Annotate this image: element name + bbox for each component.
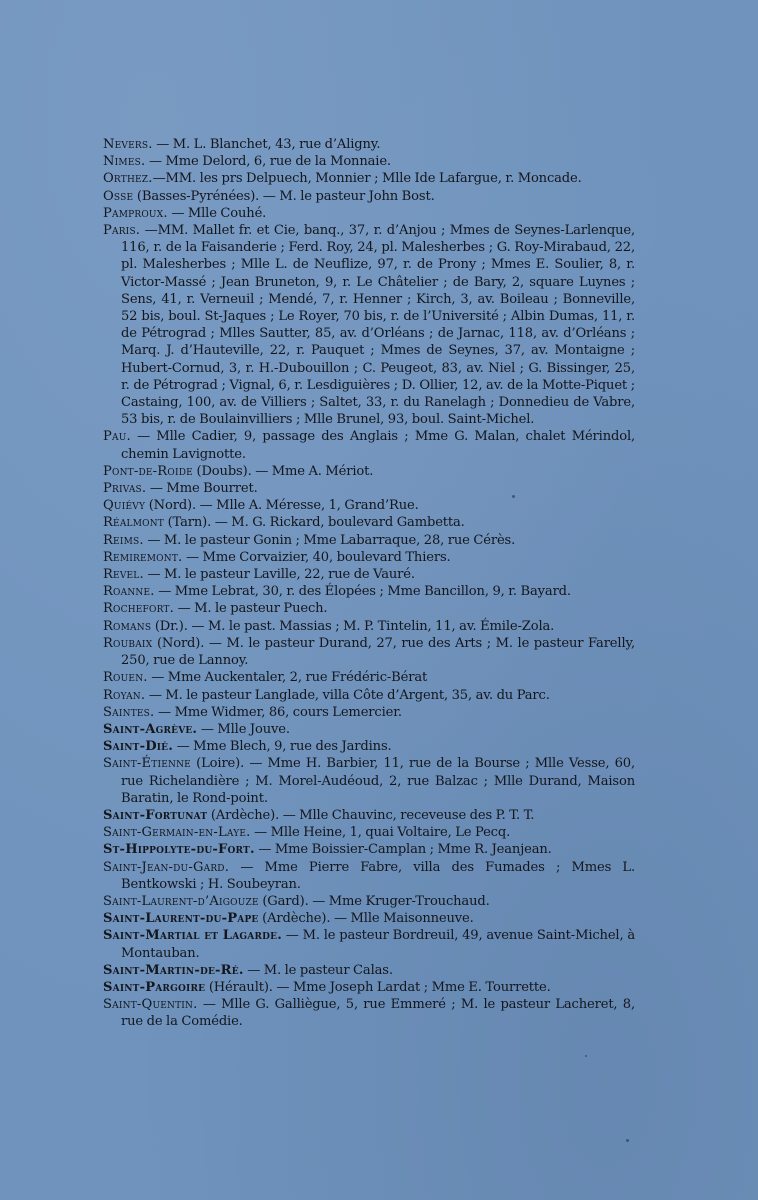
- list-item: [103, 669, 635, 686]
- paper-speck: [585, 1055, 587, 1057]
- entry-text: — M. le pasteur Puech.: [173, 601, 328, 617]
- entry-text: —MM. Mallet fr. et Cie, banq., 37, r. d’Anjou ; Mmes de Seynes-Larlenque, 116, r. de la Faisanderie ; Ferd. Roy, 24, pl. Malesherbes ; G. Roy-Mirabaud, 22, pl. Malesherbes ; Mlle L. de Neuflize, 97, r. de Prony ; Mmes E. Soulier, 8, r. Victor-Massé ; Jean Bruneton, 9, r. Le Châtelier ; de Bary, 2, square Luynes ; Sens, 41, r. Verneuil ; Mendé, 7, r. Henner ; Kirch, 3, av. Boileau ; Bonneville, 52 bis, boul. St-Jaques ; Le Royer, 70 bis, r. de l’Université ; Albin Dumas, 11, r. de Pétrograd ; Mlles Sautter, 85, av. d’Orléans ; de Jarnac, 118, av. d’Orléans ; Marq. J. d’Hauteville, 22, r. Pauquet ; Mmes de Seynes, 37, av. Montaigne ; Hubert-Cornud, 3, r. H.-Dubouillon ; C. Peugeot, 83, av. Niel ; G. Bissinger, 25, r. de Pétrograd ; Vignal, 6, r. Lesdiguières ; D. Ollier, 12, av. de la Motte-Piquet ; Castaing, 100, av. de Villiers ; Saltet, 33, r. du Ranelagh ; Donnedieu de Vabre, 53 bis, r. de Boulainvilliers ; Mlle Brunel, 93, boul. Saint-Michel.: [121, 223, 635, 428]
- entry-text: (Nord). — M. le pasteur Durand, 27, rue des Arts ; M. le pasteur Farelly, 250, rue de Lannoy.: [121, 635, 635, 669]
- list-item: [103, 704, 635, 721]
- entry-text: — M. le pasteur Langlade, villa Côte d’Argent, 35, av. du Parc.: [145, 687, 550, 703]
- list-item: [103, 910, 635, 927]
- place-name: Reims.: [103, 532, 144, 548]
- entry-text: — Mlle G. Galliègue, 5, rue Emmeré ; M. le pasteur Lacheret, 8, rue de la Comédie.: [121, 997, 635, 1030]
- list-item: [103, 721, 635, 738]
- list-item: [103, 755, 635, 807]
- list-item: [103, 687, 635, 704]
- paper-speck: [626, 1139, 629, 1142]
- place-name: Roubaix: [103, 635, 153, 651]
- list-item: [103, 635, 635, 669]
- entry-text: (Loire). — Mme H. Barbier, 11, rue de la Bourse ; Mlle Vesse, 60, rue Richelandière ; M. Morel-Audéoud, 2, rue Balzac ; Mlle Durand, Maison Baratin, le Rond-point.: [121, 756, 635, 806]
- entry-text: (Basses-Pyrénées). — M. le pasteur John Bost.: [133, 188, 435, 204]
- place-name: Osse: [103, 188, 134, 204]
- list-item: [103, 153, 635, 170]
- entry-text: — Mlle Couhé.: [167, 205, 267, 221]
- entry-text: (Gard). — Mme Kruger-Trouchaud.: [258, 893, 490, 909]
- entry-text: — Mme Pierre Fabre, villa des Fumades ; Mmes L. Bentkowski ; H. Soubeyran.: [121, 859, 635, 892]
- place-name: Orthez.: [103, 171, 153, 187]
- place-name: Nimes.: [103, 154, 146, 170]
- place-name: Saint-Martial et Lagarde.: [103, 928, 282, 944]
- entry-text: — Mlle Jouve.: [197, 721, 290, 737]
- place-name: Quiévy: [103, 498, 146, 514]
- place-name: Saint-Laurent-d’Aigouze: [103, 893, 259, 909]
- entry-text: (Dr.). — M. le past. Massias ; M. P. Tintelin, 11, av. Émile-Zola.: [151, 618, 555, 634]
- list-item: [103, 979, 635, 996]
- place-name: Saint-Jean-du-Gard.: [103, 859, 230, 875]
- place-name: Saint-Germain-en-Laye.: [103, 825, 251, 841]
- place-name: Saint-Dié.: [103, 739, 173, 755]
- place-name: Pamproux.: [103, 205, 168, 221]
- list-item: [103, 927, 635, 961]
- place-name: Saint-Étienne: [103, 756, 191, 772]
- list-item: [103, 738, 635, 755]
- entry-text: — M. le pasteur Gonin ; Mme Labarraque, 28, rue Cérès.: [143, 532, 516, 548]
- entry-text: — M. le pasteur Calas.: [243, 962, 393, 978]
- list-item: [103, 532, 635, 549]
- entry-text: — Mme Lebrat, 30, r. des Élopées ; Mme Bancillon, 9, r. Bayard.: [154, 584, 571, 600]
- entry-text: — M. le pasteur Laville, 22, rue de Vauré.: [143, 567, 415, 583]
- list-item: [103, 205, 635, 222]
- place-name: Remiremont.: [103, 549, 183, 565]
- entry-text: (Tarn). — M. G. Rickard, boulevard Gambetta.: [163, 515, 465, 531]
- entry-text: (Ardèche). — Mlle Maisonneuve.: [258, 911, 474, 927]
- entry-text: — Mme Blech, 9, rue des Jardins.: [173, 739, 392, 755]
- entry-text: — Mme Bourret.: [146, 481, 258, 497]
- list-item: [103, 463, 635, 480]
- place-name: Romans: [103, 618, 152, 634]
- list-item: [103, 841, 635, 858]
- place-name: Nevers.: [103, 137, 153, 152]
- list-item: [103, 188, 635, 205]
- entry-text: — Mlle Heine, 1, quai Voltaire, Le Pecq.: [250, 825, 511, 841]
- list-item: [103, 480, 635, 497]
- place-name: Saint-Quentin.: [103, 997, 198, 1013]
- entry-text: —MM. les prs Delpuech, Monnier ; Mlle Ide Lafargue, r. Moncade.: [152, 171, 582, 187]
- list-item: [103, 497, 635, 514]
- list-item: [103, 996, 635, 1030]
- place-name: Saint-Martin-de-Ré.: [103, 962, 244, 978]
- paper-speck: [512, 495, 515, 498]
- place-name: Pont-de-Roide: [103, 463, 193, 479]
- place-name: Réalmont: [103, 515, 164, 531]
- place-name: Paris.: [103, 223, 141, 239]
- list-item: [103, 549, 635, 566]
- list-item: [103, 136, 635, 153]
- address-list: [103, 136, 635, 1031]
- place-name: Roanne.: [103, 584, 155, 600]
- entry-text: — M. L. Blanchet, 43, rue d’Aligny.: [152, 137, 381, 152]
- list-item: [103, 222, 635, 428]
- list-item: [103, 170, 635, 187]
- list-item: [103, 566, 635, 583]
- place-name: Saint-Pargoire: [103, 979, 206, 995]
- entry-text: — Mme Corvaizier, 40, boulevard Thiers.: [182, 549, 451, 565]
- place-name: Saint-Fortunat: [103, 807, 208, 823]
- entry-text: — Mme Delord, 6, rue de la Monnaie.: [145, 154, 391, 170]
- place-name: Revel.: [103, 567, 144, 583]
- entry-text: (Doubs). — Mme A. Mériot.: [192, 463, 374, 479]
- entry-text: — Mme Boissier-Camplan ; Mme R. Jeanjean.: [254, 842, 552, 858]
- list-item: [103, 807, 635, 824]
- list-item: [103, 893, 635, 910]
- entry-text: — Mlle Cadier, 9, passage des Anglais ; Mme G. Malan, chalet Mérindol, chemin Lavignotte.: [121, 429, 635, 462]
- entry-text: (Hérault). — Mme Joseph Lardat ; Mme E. Tourrette.: [205, 979, 551, 995]
- entry-text: — M. le pasteur Bordreuil, 49, avenue Saint-Michel, à Montauban.: [121, 928, 635, 961]
- place-name: Rochefort.: [103, 601, 174, 617]
- list-item: [103, 962, 635, 979]
- list-item: [103, 618, 635, 635]
- list-item: [103, 583, 635, 600]
- entry-text: (Ardèche). — Mlle Chauvinc, receveuse des P. T. T.: [207, 807, 535, 823]
- list-item: [103, 514, 635, 531]
- entry-text: — Mme Widmer, 86, cours Lemercier.: [154, 704, 402, 720]
- place-name: Saint-Agrève.: [103, 721, 198, 737]
- list-item: [103, 824, 635, 841]
- place-name: Rouen.: [103, 670, 148, 686]
- list-item: [103, 428, 635, 462]
- place-name: Saintes.: [103, 704, 155, 720]
- place-name: Royan.: [103, 687, 146, 703]
- list-item: [103, 859, 635, 893]
- entry-text: — Mme Auckentaler, 2, rue Frédéric-Bérat: [147, 670, 428, 686]
- place-name: Pau.: [103, 429, 131, 445]
- place-name: St-Hippolyte-du-Fort.: [103, 842, 255, 858]
- list-item: [103, 600, 635, 617]
- entry-text: (Nord). — Mlle A. Méresse, 1, Grand’Rue.: [145, 498, 419, 514]
- place-name: Saint-Laurent-du-Pape: [103, 911, 259, 927]
- place-name: Privas.: [103, 481, 147, 497]
